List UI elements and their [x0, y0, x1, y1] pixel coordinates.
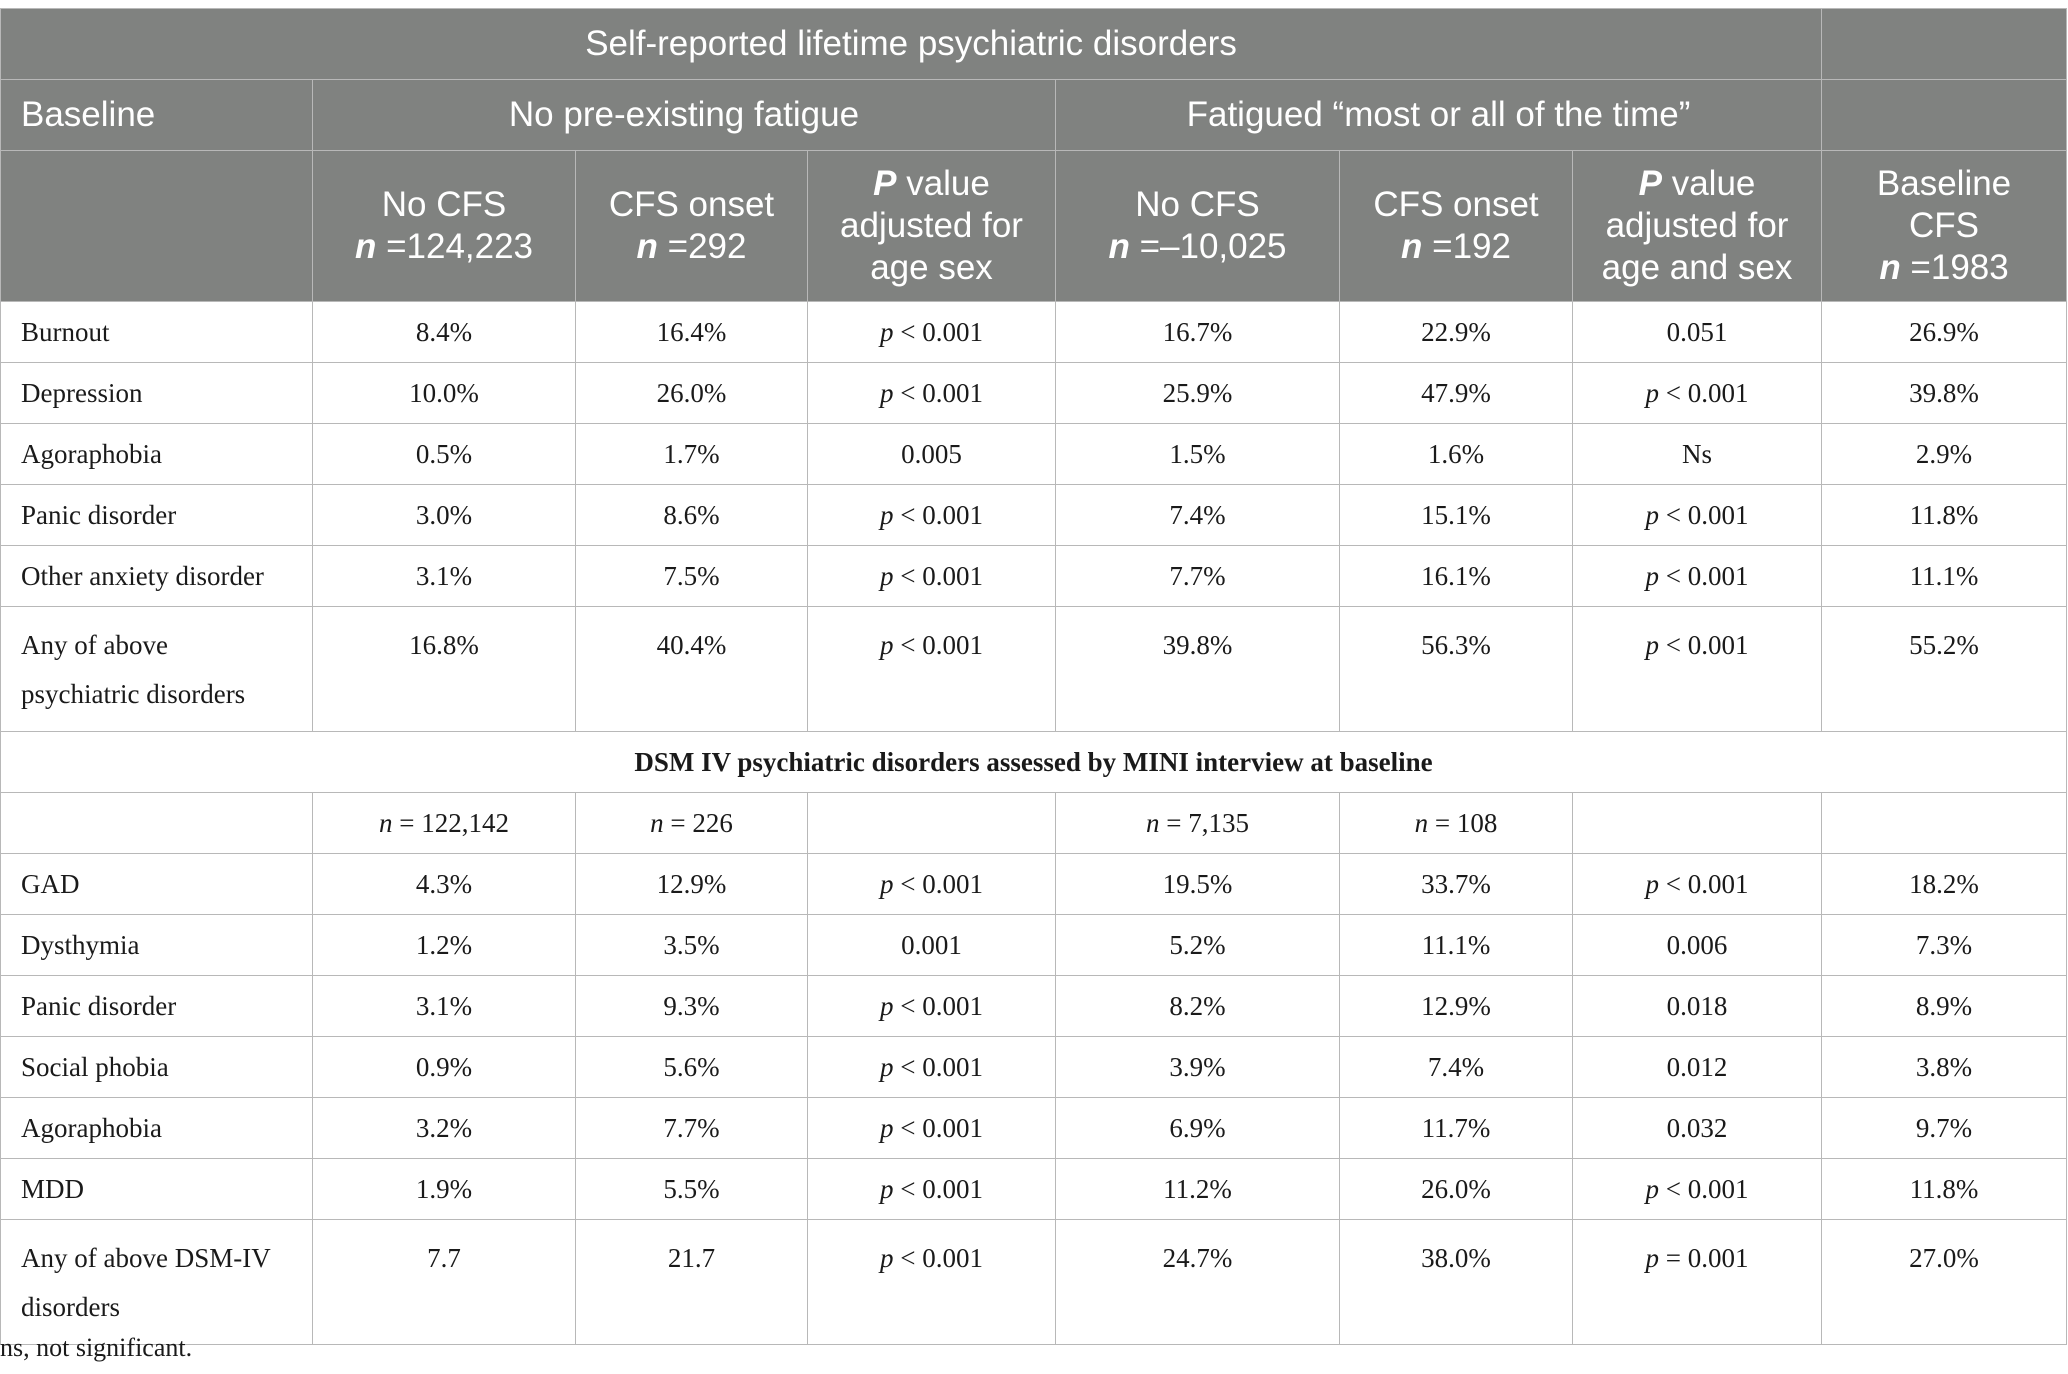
- table-cell: 11.1%: [1340, 915, 1573, 976]
- stat-symbol: p: [880, 868, 894, 899]
- stat-symbol: p: [880, 377, 894, 408]
- col-header-baseline-cfs: [1822, 151, 2067, 302]
- table-row: [1, 1037, 2067, 1098]
- col-header-p-value-1: [808, 151, 1056, 302]
- row-label: Agoraphobia: [1, 1098, 313, 1159]
- group-header-no-fatigue: No pre-existing fatigue: [313, 80, 1056, 151]
- table-row: [1, 424, 2067, 485]
- table-cell: 26.0%: [576, 363, 808, 424]
- p-symbol: P: [1638, 164, 1662, 203]
- table-cell: 7.7%: [576, 1098, 808, 1159]
- table-cell: p < 0.001: [808, 363, 1056, 424]
- row-label: Dysthymia: [1, 915, 313, 976]
- table-cell: 16.1%: [1340, 546, 1573, 607]
- table-cell: 0.012: [1573, 1037, 1822, 1098]
- table-row: [1, 607, 2067, 732]
- section-row: [1, 732, 2067, 793]
- table-cell: 22.9%: [1340, 302, 1573, 363]
- table-cell: p < 0.001: [808, 976, 1056, 1037]
- row-label: GAD: [1, 854, 313, 915]
- stat-symbol: p: [880, 560, 894, 591]
- table-row: [1, 546, 2067, 607]
- table-row: [1, 1098, 2067, 1159]
- table-cell: 8.6%: [576, 485, 808, 546]
- stat-symbol: p: [1645, 1243, 1660, 1273]
- section-title: DSM IV psychiatric disorders assessed by MINI interview at baseline: [1, 732, 2067, 793]
- table-cell: 0.051: [1573, 302, 1822, 363]
- stat-symbol: p: [880, 1112, 894, 1143]
- table-cell: 0.001: [808, 915, 1056, 976]
- table-cell: p < 0.001: [808, 485, 1056, 546]
- p-symbol: P: [873, 164, 897, 203]
- table-cell: 1.9%: [313, 1159, 576, 1220]
- stat-symbol: p: [1645, 868, 1660, 899]
- header-empty-cell: [1822, 9, 2067, 80]
- table-cell: 6.9%: [1056, 1098, 1340, 1159]
- stat-symbol: p: [1645, 630, 1660, 660]
- table-cell: 9.3%: [576, 976, 808, 1037]
- table-cell: p < 0.001: [808, 854, 1056, 915]
- table-cell: 19.5%: [1056, 854, 1340, 915]
- col-header-no-cfs-1: [313, 151, 576, 302]
- results-table: [0, 8, 2067, 1345]
- n-value: =–10,025: [1129, 227, 1287, 266]
- table-cell: p < 0.001: [1573, 607, 1822, 732]
- row-label: [1, 607, 313, 732]
- stat-symbol: p: [1645, 499, 1660, 530]
- table-cell: p < 0.001: [808, 546, 1056, 607]
- table-cell: 26.9%: [1822, 302, 2067, 363]
- col-header-cfs-onset-2: [1340, 151, 1573, 302]
- table-cell: 21.7: [576, 1220, 808, 1345]
- table-cell: n = 122,142: [313, 793, 576, 854]
- table-cell: 0.9%: [313, 1037, 576, 1098]
- stat-symbol: n: [379, 807, 393, 838]
- table-cell: 47.9%: [1340, 363, 1573, 424]
- table-cell: 26.0%: [1340, 1159, 1573, 1220]
- table-cell: p < 0.001: [808, 1037, 1056, 1098]
- col-header-n: [1830, 247, 2058, 289]
- col-header-cfs-onset-1: [576, 151, 808, 302]
- table-cell: 7.3%: [1822, 915, 2067, 976]
- table-title: Self-reported lifetime psychiatric disorders: [1, 9, 1822, 80]
- table-cell: 5.2%: [1056, 915, 1340, 976]
- table-row: [1, 1159, 2067, 1220]
- table-cell: p < 0.001: [808, 1220, 1056, 1345]
- row-label: Panic disorder: [1, 976, 313, 1037]
- table-cell: 12.9%: [1340, 976, 1573, 1037]
- table-cell: 1.6%: [1340, 424, 1573, 485]
- table-cell: 11.2%: [1056, 1159, 1340, 1220]
- n-symbol: n: [354, 227, 377, 266]
- table-cell: 0.005: [808, 424, 1056, 485]
- col-header-line: [816, 163, 1047, 205]
- table-cell: [808, 793, 1056, 854]
- row-label: [1, 1220, 313, 1345]
- stat-symbol: p: [880, 1173, 894, 1204]
- table-cell: 0.032: [1573, 1098, 1822, 1159]
- table-header: [1, 9, 2067, 302]
- row-label-line: disorders: [21, 1292, 120, 1322]
- table-footnote: ns, not significant.: [0, 1333, 193, 1362]
- table-cell: 7.4%: [1340, 1037, 1573, 1098]
- col-header-line: CFS: [1909, 206, 1980, 245]
- stat-symbol: p: [880, 499, 894, 530]
- table-cell: 2.9%: [1822, 424, 2067, 485]
- table-cell: 33.7%: [1340, 854, 1573, 915]
- table-cell: n = 226: [576, 793, 808, 854]
- col-header-line: [1581, 163, 1813, 205]
- p-rest: value: [1661, 164, 1756, 203]
- p-rest: value: [896, 164, 990, 203]
- header-empty-cell: [1822, 80, 2067, 151]
- row-label: Agoraphobia: [1, 424, 313, 485]
- table-cell: 0.006: [1573, 915, 1822, 976]
- table-cell: 11.8%: [1822, 485, 2067, 546]
- stat-symbol: p: [1645, 1173, 1660, 1204]
- table-cell: p < 0.001: [1573, 485, 1822, 546]
- table-row: [1, 302, 2067, 363]
- table-cell: 0.5%: [313, 424, 576, 485]
- table-cell: 27.0%: [1822, 1220, 2067, 1345]
- table-cell: 4.3%: [313, 854, 576, 915]
- header-empty-cell: [1, 151, 313, 302]
- sample-size-row: [1, 793, 2067, 854]
- table-cell: n = 7,135: [1056, 793, 1340, 854]
- table-cell: 56.3%: [1340, 607, 1573, 732]
- stat-symbol: n: [1146, 807, 1160, 838]
- table-cell: 3.8%: [1822, 1037, 2067, 1098]
- table-cell: [1, 793, 313, 854]
- table-cell: 9.7%: [1822, 1098, 2067, 1159]
- col-header-n: [321, 226, 567, 268]
- row-label: Burnout: [1, 302, 313, 363]
- table-cell: 11.7%: [1340, 1098, 1573, 1159]
- group-header-fatigued: Fatigued “most or all of the time”: [1056, 80, 1822, 151]
- col-header-n: [584, 226, 799, 268]
- table-cell: 3.0%: [313, 485, 576, 546]
- col-header-line: adjusted for: [840, 206, 1023, 245]
- table-cell: 3.1%: [313, 546, 576, 607]
- row-label: Other anxiety disorder: [1, 546, 313, 607]
- col-header-line: No CFS: [381, 185, 507, 224]
- table-cell: 11.8%: [1822, 1159, 2067, 1220]
- col-header-n: [1064, 226, 1331, 268]
- col-header-line: Baseline: [1876, 164, 2012, 203]
- col-header-no-cfs-2: [1056, 151, 1340, 302]
- table-cell: 3.1%: [313, 976, 576, 1037]
- row-label: Social phobia: [1, 1037, 313, 1098]
- stat-symbol: p: [1645, 560, 1660, 591]
- col-header-p-value-2: [1573, 151, 1822, 302]
- table-cell: n = 108: [1340, 793, 1573, 854]
- table-cell: p < 0.001: [1573, 546, 1822, 607]
- table-cell: [1573, 793, 1822, 854]
- table-row: [1, 363, 2067, 424]
- n-symbol: n: [1401, 227, 1423, 266]
- table-row: [1, 854, 2067, 915]
- stat-symbol: p: [1645, 377, 1660, 408]
- n-symbol: n: [1108, 227, 1130, 266]
- stat-symbol: p: [880, 1243, 894, 1273]
- table-cell: 15.1%: [1340, 485, 1573, 546]
- table-cell: 7.4%: [1056, 485, 1340, 546]
- col-header-n: [1348, 226, 1564, 268]
- table-cell: [1822, 793, 2067, 854]
- table-cell: p < 0.001: [808, 1159, 1056, 1220]
- col-header-line: age sex: [870, 248, 993, 287]
- row-label: MDD: [1, 1159, 313, 1220]
- table-row: [1, 485, 2067, 546]
- table-cell: 8.9%: [1822, 976, 2067, 1037]
- n-symbol: n: [1879, 248, 1901, 287]
- table-cell: 8.4%: [313, 302, 576, 363]
- table-cell: 1.7%: [576, 424, 808, 485]
- stat-symbol: p: [880, 1051, 894, 1082]
- table-cell: 1.2%: [313, 915, 576, 976]
- table-cell: 25.9%: [1056, 363, 1340, 424]
- col-header-line: age and sex: [1601, 248, 1793, 287]
- table-cell: Ns: [1573, 424, 1822, 485]
- table-cell: 55.2%: [1822, 607, 2067, 732]
- table-cell: p < 0.001: [1573, 854, 1822, 915]
- row-label-line: Any of above: [21, 630, 168, 660]
- stat-symbol: p: [880, 630, 894, 660]
- table-cell: p = 0.001: [1573, 1220, 1822, 1345]
- row-label: Depression: [1, 363, 313, 424]
- table-cell: p < 0.001: [808, 302, 1056, 363]
- table-cell: 3.2%: [313, 1098, 576, 1159]
- table-cell: p < 0.001: [1573, 363, 1822, 424]
- n-value: =292: [657, 227, 747, 266]
- table-cell: 12.9%: [576, 854, 808, 915]
- table-cell: 5.6%: [576, 1037, 808, 1098]
- stat-symbol: p: [880, 316, 894, 347]
- table-cell: p < 0.001: [808, 1098, 1056, 1159]
- table-cell: 7.7: [313, 1220, 576, 1345]
- row-label-line: psychiatric disorders: [21, 679, 246, 709]
- table-row: [1, 1220, 2067, 1345]
- col-header-line: CFS onset: [1373, 185, 1539, 224]
- col-header-line: No CFS: [1135, 185, 1260, 224]
- stat-symbol: n: [650, 807, 664, 838]
- stat-symbol: n: [1414, 807, 1429, 838]
- table-cell: 16.4%: [576, 302, 808, 363]
- baseline-header: Baseline: [1, 80, 313, 151]
- table-cell: 18.2%: [1822, 854, 2067, 915]
- table-cell: 7.7%: [1056, 546, 1340, 607]
- table-cell: 40.4%: [576, 607, 808, 732]
- table-cell: 39.8%: [1822, 363, 2067, 424]
- table-cell: p < 0.001: [808, 607, 1056, 732]
- table-cell: 10.0%: [313, 363, 576, 424]
- table-cell: 5.5%: [576, 1159, 808, 1220]
- stat-symbol: p: [880, 990, 894, 1021]
- table-cell: 7.5%: [576, 546, 808, 607]
- table-cell: 16.7%: [1056, 302, 1340, 363]
- table-cell: 24.7%: [1056, 1220, 1340, 1345]
- col-header-line: adjusted for: [1605, 206, 1789, 245]
- table-cell: p < 0.001: [1573, 1159, 1822, 1220]
- table-cell: 38.0%: [1340, 1220, 1573, 1345]
- table-cell: 11.1%: [1822, 546, 2067, 607]
- table-cell: 3.5%: [576, 915, 808, 976]
- table-row: [1, 976, 2067, 1037]
- row-label: Panic disorder: [1, 485, 313, 546]
- table-cell: 8.2%: [1056, 976, 1340, 1037]
- table-cell: 39.8%: [1056, 607, 1340, 732]
- n-symbol: n: [636, 227, 658, 266]
- table-cell: 0.018: [1573, 976, 1822, 1037]
- n-value: =124,223: [376, 227, 534, 266]
- n-value: =192: [1422, 227, 1511, 266]
- table-cell: 3.9%: [1056, 1037, 1340, 1098]
- table-row: [1, 915, 2067, 976]
- col-header-line: CFS onset: [608, 185, 775, 224]
- row-label-line: Any of above DSM-IV: [21, 1243, 271, 1273]
- table-cell: 16.8%: [313, 607, 576, 732]
- table-cell: 1.5%: [1056, 424, 1340, 485]
- table-body: [1, 302, 2067, 1345]
- n-value: =1983: [1900, 248, 2009, 287]
